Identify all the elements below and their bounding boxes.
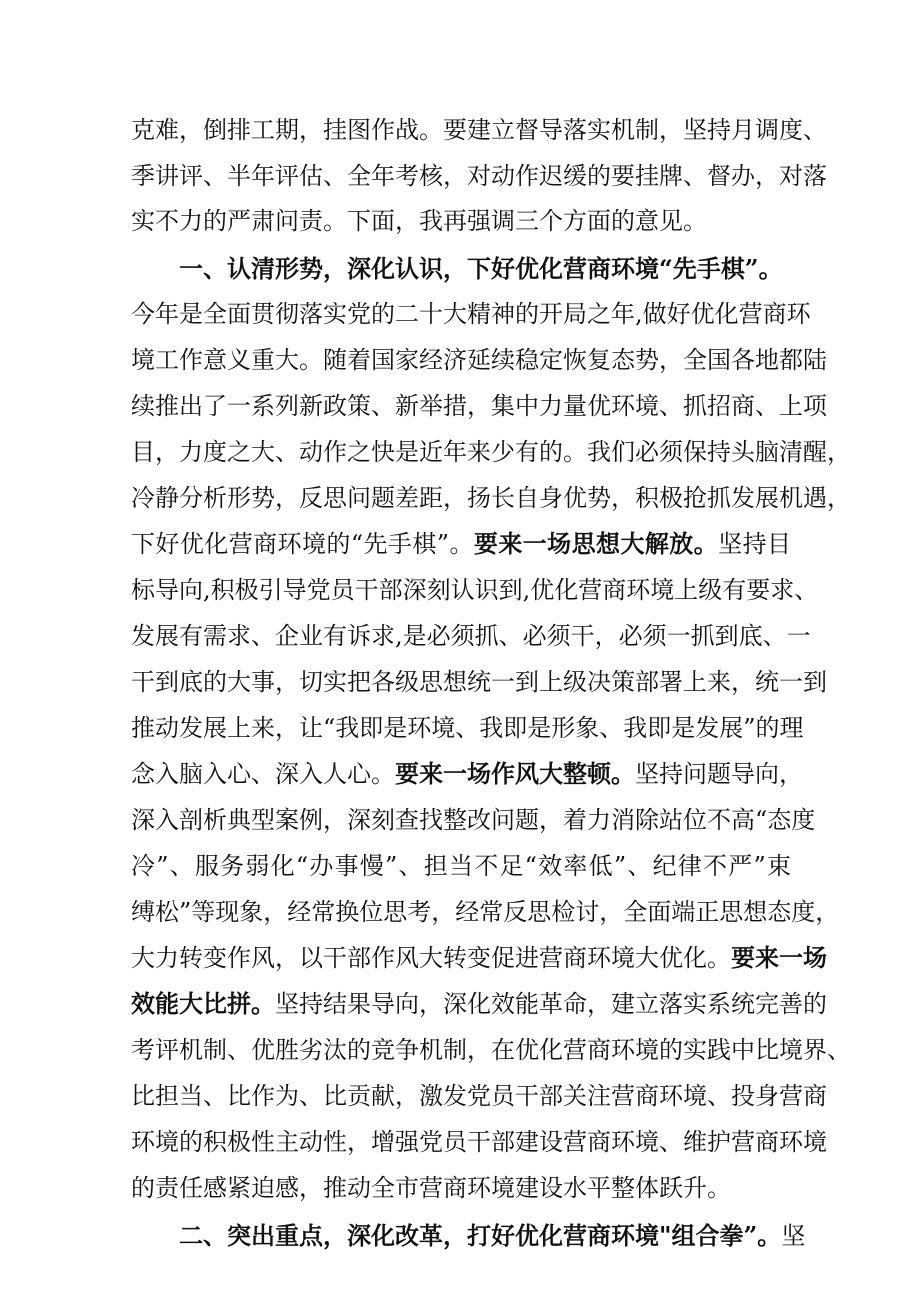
text-line [131, 1076, 827, 1116]
text-line [131, 294, 811, 334]
text-line [131, 570, 819, 610]
text-line [131, 662, 827, 702]
text-run: 的责任感紧迫感，推动全市营商环境建设水平整体跃升。 [131, 1174, 731, 1202]
text-line [131, 156, 827, 196]
section-heading-2 [179, 1216, 806, 1256]
text-run: 冷”、服务弱化“办事慢”、担当不足“效率低”、纪律不严”束 [131, 852, 791, 880]
text-line [131, 340, 827, 380]
text-line [131, 846, 791, 886]
text-run: 缚松”等现象，经常换位思考，经常反思检讨，全面端正思想态度， [131, 898, 840, 926]
text-run: 境工作意义重大。随着国家经济延续稳定恢复态势，全国各地都陆 [131, 346, 827, 374]
text-run: 一、认清形势，深化认识，下好优化营商环境“先手棋”。 [179, 254, 783, 283]
text-run: 大力转变作风，以干部作风大转变促进营商环境大优化。 [131, 944, 731, 972]
bold-run: 要来一场 [731, 943, 827, 972]
text-run: 念入脑入心、深入人心。 [131, 760, 395, 788]
text-line [131, 938, 827, 978]
text-run: 坚持问题导向， [635, 760, 803, 788]
text-line [131, 386, 827, 426]
text-run: 季讲评、半年评估、全年考核，对动作迟缓的要挂牌、督办，对落 [131, 162, 827, 190]
text-line [131, 892, 840, 932]
text-line [131, 800, 816, 840]
bold-run: 二、突出重点，深化改革，打好优化营商环境"组合拳”。 [179, 1221, 782, 1250]
text-run: 冷静分析形势，反思问题差距，扬长自身优势，积极抢抓发展机遇， [131, 484, 851, 512]
text-run: 标导向,积极引导党员干部深刻认识到,优化营商环境上级有要求、 [131, 576, 819, 604]
text-line [131, 1030, 851, 1070]
text-run: 实不力的严肃问责。下面，我再强调三个方面的意见。 [131, 207, 707, 235]
bold-run: 要来一场作风大整顿。 [395, 759, 635, 788]
text-line [131, 524, 791, 564]
text-run: 发展有需求、企业有诉求,是必须抓、必须干，必须一抓到底、一 [131, 622, 811, 650]
text-run: 环境的积极性主动性，增强党员干部建设营商环境、维护营商环境 [131, 1128, 827, 1156]
text-run: 比担当、比作为、比贡献，激发党员干部关注营商环境、投身营商 [131, 1082, 827, 1110]
text-run: 坚 [781, 1222, 806, 1250]
section-heading-1 [179, 249, 791, 289]
text-run: 今年是全面贯彻落实党的二十大精神的开局之年,做好优化营商环 [131, 300, 811, 328]
text-run: 考评机制、优胜劣汰的竞争机制，在优化营商环境的实践中比境界、 [131, 1036, 851, 1064]
text-run: 下好优化营商环境的“先手棋”。 [131, 530, 474, 558]
text-run: 坚持结果导向，深化效能革命，建立落实系统完善的 [275, 990, 827, 1018]
text-line [131, 754, 803, 794]
text-run: 坚持目 [718, 530, 792, 558]
text-line [131, 1122, 827, 1162]
bold-run: 要来一场思想大解放。 [473, 529, 719, 558]
text-line [131, 616, 811, 656]
text-line [131, 478, 851, 518]
text-line [131, 201, 791, 241]
text-run: 深入剖析典型案例，深刻查找整改问题，着力消除站位不高“态度 [131, 806, 816, 834]
text-run: 推动发展上来，让“我即是环境、我即是形象、我即是发展”的理 [131, 714, 804, 742]
text-line [131, 1168, 791, 1208]
text-line [131, 984, 827, 1024]
text-line [131, 110, 827, 150]
text-run: 克难，倒排工期，挂图作战。要建立督导落实机制，坚持月调度、 [131, 116, 827, 144]
text-run: 目，力度之大、动作之快是近年来少有的。我们必须保持头脑清醒， [131, 438, 851, 466]
bold-run: 效能大比拼。 [131, 989, 275, 1018]
text-run: 干到底的大事，切实把各级思想统一到上级决策部署上来，统一到 [131, 668, 827, 696]
text-run: 续推出了一系列新政策、新举措，集中力量优环境、抓招商、上项 [131, 392, 827, 420]
text-line [131, 708, 804, 748]
text-line [131, 432, 851, 472]
